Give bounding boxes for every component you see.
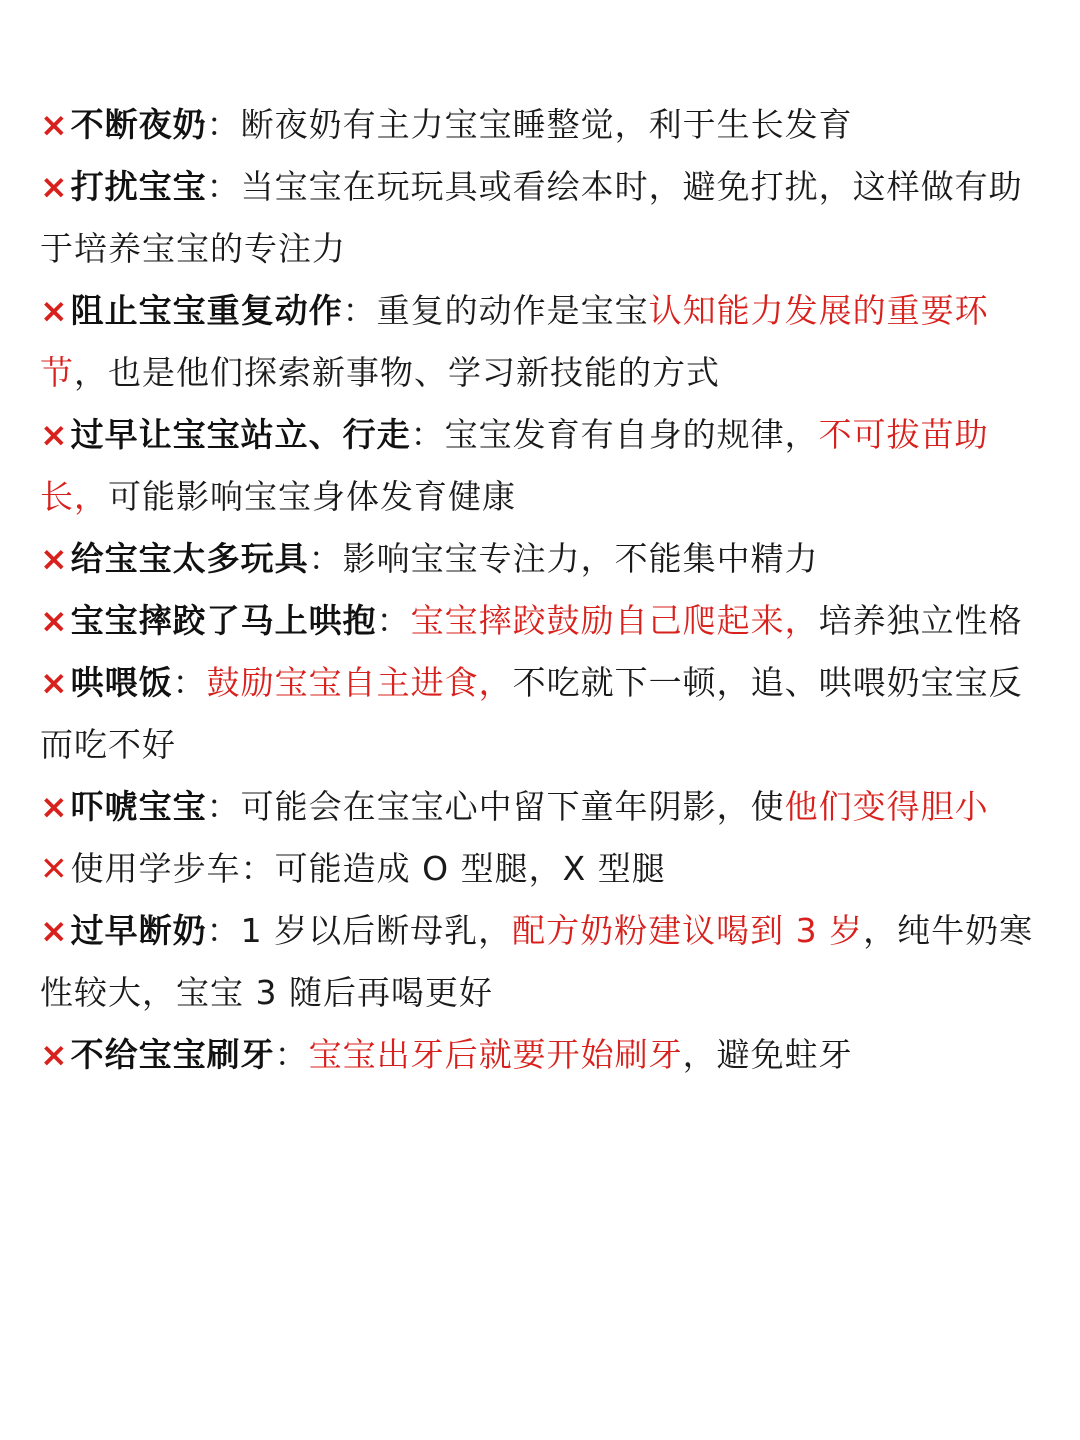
body-text: 宝宝发育有自身的规律， [444, 415, 819, 454]
body-text: ，也是他们探索新事物、学习新技能的方式 [74, 353, 720, 392]
body-text: 培养独立性格 [818, 601, 1023, 640]
tip-separator: ： [410, 415, 445, 454]
cross-mark-icon: × [40, 105, 69, 144]
tip-separator: ： [206, 167, 241, 206]
tip-item [40, 1024, 1040, 1086]
tip-item [40, 838, 1040, 900]
tip-separator: ： [376, 601, 411, 640]
tip-item [40, 900, 1040, 1024]
tip-title: 吓唬宝宝 [70, 787, 207, 826]
cross-mark-icon: × [40, 911, 69, 950]
cross-mark-icon: × [40, 167, 69, 206]
tip-separator: ： [274, 1035, 309, 1074]
tip-separator: ： [308, 539, 343, 578]
tip-item [40, 590, 1040, 652]
highlight-text: 认知能力发展的重要环节 [40, 291, 989, 392]
tip-separator: ： [206, 105, 241, 144]
highlight-text: 宝宝摔跤鼓励自己爬起来， [410, 601, 819, 640]
body-text: 不吃就下一顿，追、哄喂奶宝宝反而吃不好 [40, 663, 1023, 764]
tip-title: 不给宝宝刷牙 [70, 1035, 275, 1074]
cross-mark-icon: × [40, 415, 69, 454]
tip-title: 过早让宝宝站立、行走 [70, 415, 411, 454]
tip-item [40, 776, 1040, 838]
body-text: 断夜奶有主力宝宝睡整觉，利于生长发育 [240, 105, 853, 144]
body-text: 可能影响宝宝身体发育健康 [108, 477, 516, 516]
tip-title: 过早断奶 [70, 911, 207, 950]
cross-mark-icon: × [40, 1035, 69, 1074]
highlight-text: 鼓励宝宝自主进食， [206, 663, 513, 702]
tip-title: 不断夜奶 [70, 105, 207, 144]
tip-separator: ： [206, 911, 241, 950]
cross-mark-icon: × [40, 663, 69, 702]
body-text: 当宝宝在玩玩具或看绘本时，避免打扰，这样做有助于培养宝宝的专注力 [40, 167, 1023, 268]
cross-mark-icon: ✕ [40, 849, 69, 888]
tip-title: 阻止宝宝重复动作 [70, 291, 343, 330]
tip-title: 哄喂饭 [70, 663, 173, 702]
body-text: 可能会在宝宝心中留下童年阴影，使 [240, 787, 785, 826]
highlight-text: 不可拔苗助长， [40, 415, 989, 516]
body-text: 使用学步车：可能造成 O 型腿，X 型腿 [70, 849, 666, 888]
tip-separator: ： [342, 291, 377, 330]
cross-mark-icon: × [40, 539, 69, 578]
cross-mark-icon: × [40, 291, 69, 330]
tip-item [40, 528, 1040, 590]
tip-item [40, 404, 1040, 528]
highlight-text: 配方奶粉建议喝到 3 岁 [512, 911, 864, 950]
tip-item [40, 156, 1040, 280]
tip-title: 给宝宝太多玩具 [70, 539, 309, 578]
highlight-text: 宝宝出牙后就要开始刷牙 [308, 1035, 683, 1074]
cross-mark-icon: × [40, 601, 69, 640]
tip-title: 宝宝摔跤了马上哄抱 [70, 601, 377, 640]
body-text: 影响宝宝专注力，不能集中精力 [342, 539, 819, 578]
highlight-text: 他们变得胆小 [784, 787, 989, 826]
body-text: 1 岁以后断母乳， [240, 911, 513, 950]
tip-item [40, 652, 1040, 776]
tips-list [40, 94, 1040, 1086]
body-text: ，避免蛀牙 [682, 1035, 853, 1074]
tip-separator: ： [206, 787, 241, 826]
tip-separator: ： [172, 663, 207, 702]
tip-item [40, 280, 1040, 404]
body-text: ，纯牛奶寒性较大，宝宝 3 随后再喝更好 [40, 911, 1034, 1012]
cross-mark-icon: × [40, 787, 69, 826]
body-text: 重复的动作是宝宝 [376, 291, 649, 330]
tip-title: 打扰宝宝 [70, 167, 207, 206]
tip-item [40, 94, 1040, 156]
